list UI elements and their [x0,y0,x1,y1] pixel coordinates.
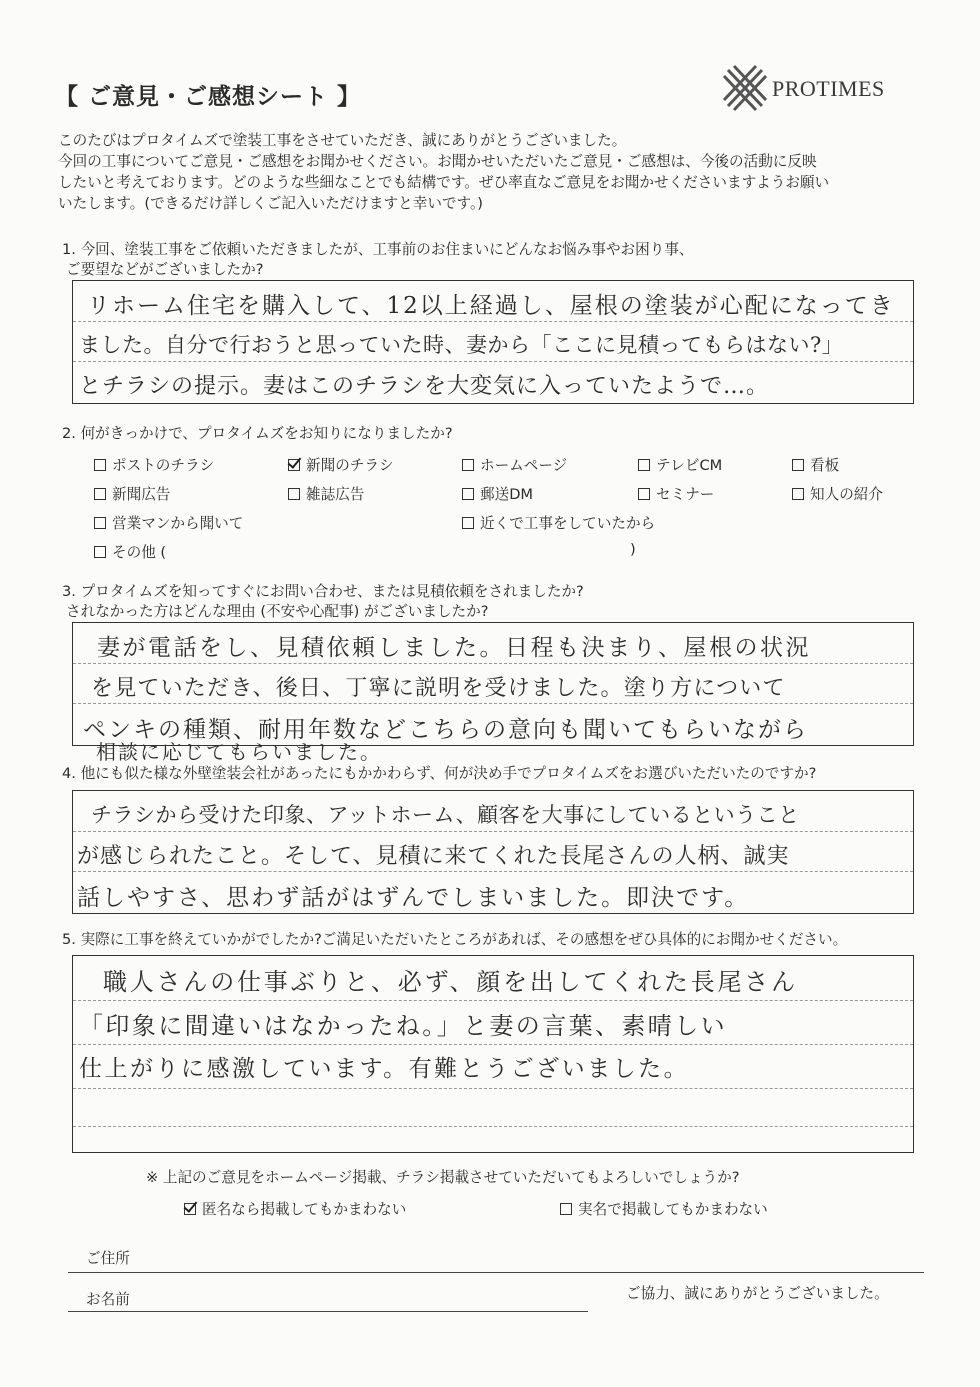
option-homepage[interactable]: ホームページ [462,454,567,475]
question-3-line: 3. プロタイムズを知ってすぐにお問い合わせ、または見積依頼をされましたか? [62,583,584,600]
answer-3-line: を見ていただき、後日、丁寧に説明を受けました。塗り方について [91,676,786,701]
answer-1-box [72,280,914,404]
option-magazine-ad[interactable]: 雑誌広告 [288,483,364,504]
answer-5-box [72,955,914,1153]
option-other-close: ) [630,541,636,558]
name-label: お名前 [86,1291,130,1308]
question-1 [62,240,942,280]
option-salesperson[interactable]: 営業マンから聞いて [94,512,243,533]
name-line [68,1311,588,1312]
page-title: 【 ご意見・ご感想シート 】 [55,84,362,110]
answer-4-line: 話しやすさ、思わず話がはずんでしまいました。即決です。 [77,885,750,911]
address-label: ご住所 [86,1250,130,1267]
option-anonymous[interactable]: 匿名なら掲載してもかまわない [184,1198,406,1219]
option-nearby-work[interactable]: 近くで工事をしていたから [462,512,655,533]
answer-3-line: 相談に応じてもらいました。 [96,740,382,764]
answer-1-line: リホーム住宅を購入して、12以上経過し、屋根の塗装が心配になってき [87,293,895,319]
option-seminar[interactable]: セミナー [638,483,714,504]
option-other[interactable]: その他 ( [94,541,166,562]
question-1-line: 1. 今回、塗装工事をご依頼いただきましたが、工事前のお住まいにどんなお悩み事やお困り事、 [62,241,694,258]
intro-line: このたびはプロタイムズで塗装工事をさせていただき、誠にありがとうございました。 [58,132,627,149]
answer-3-box [72,622,914,746]
intro-text [58,130,938,214]
answer-3-line: ペンキの種類、耐用年数などこちらの意向も聞いてもらいながら [83,717,808,743]
answer-4-line: が感じられたこと。そして、見積に来てくれた長尾さんの人柄、誠実 [77,844,790,869]
answer-4-line: チラシから受けた印象、アットホーム、顧客を大事にしているということ [91,803,800,827]
intro-line: したいと考えております。どのような些細なことでも結構です。ぜひ率直なご意見をお聞かせくださいますようお願い [58,174,830,191]
option-signboard[interactable]: 看板 [792,454,839,475]
question-3-line: されなかった方はどんな理由 (不安や心配事) がございましたか? [66,603,489,620]
permission-question: ※ 上記のご意見をホームページ掲載、チラシ掲載させていただいてもよろしいでしょうか? [146,1169,740,1186]
option-real-name[interactable]: 実名で掲載してもかまわない [560,1198,768,1219]
question-2: 2. 何がきっかけで、プロタイムズをお知りになりましたか? [62,425,453,442]
option-newspaper-ad[interactable]: 新聞広告 [94,483,170,504]
answer-3-line: 妻が電話をし、見積依頼しました。日程も決まり、屋根の状況 [97,635,811,661]
option-newspaper-flyer[interactable]: 新聞のチラシ [288,454,394,475]
intro-line: いたします。(できるだけ詳しくご記入いただけますと幸いです。) [58,195,483,212]
option-acquaintance[interactable]: 知人の紹介 [792,483,883,504]
question-5: 5. 実際に工事を終えていかがでしたか?ご満足いただいたところがあれば、その感想をぜひ具体的にお聞かせください。 [62,931,848,948]
question-4: 4. 他にも似た様な外壁塗装会社があったにもかかわらず、何が決め手でプロタイムズをお選びいただいたのですか? [62,765,817,782]
protimes-logo-icon [722,62,768,114]
answer-1-line: ました。自分で行おうと思っていた時、妻から「ここに見積ってもらはない?」 [79,333,844,357]
option-post-flyer[interactable]: ポストのチラシ [94,454,214,475]
answer-5-line: 職人さんの仕事ぶりと、必ず、顔を出してくれた長尾さん [103,968,798,996]
question-3 [62,582,942,622]
address-line [68,1272,924,1273]
option-tv-cm[interactable]: テレビCM [638,454,722,475]
logo-text: PROTIMES [772,76,885,101]
thanks-text: ご協力、誠にありがとうございました。 [626,1285,889,1302]
answer-5-line: 「印象に間違いはなかったね。」と妻の言葉、素晴しい [79,1012,727,1040]
option-direct-mail[interactable]: 郵送DM [462,483,533,504]
answer-5-line: 仕上がりに感激しています。有難とうございました。 [79,1056,690,1082]
checkmark-icon [288,459,300,471]
answer-4-box [72,790,914,914]
checkmark-icon [184,1203,196,1215]
intro-line: 今回の工事についてご意見・ご感想をお聞かせください。お聞かせいただいたご意見・ご感想は、今後の活動に反映 [58,153,817,170]
question-1-line: ご要望などがございましたか? [66,261,264,278]
answer-1-line: とチラシの提示。妻はこのチラシを大変気に入っていたようで…。 [79,374,770,399]
protimes-logo [722,62,922,114]
